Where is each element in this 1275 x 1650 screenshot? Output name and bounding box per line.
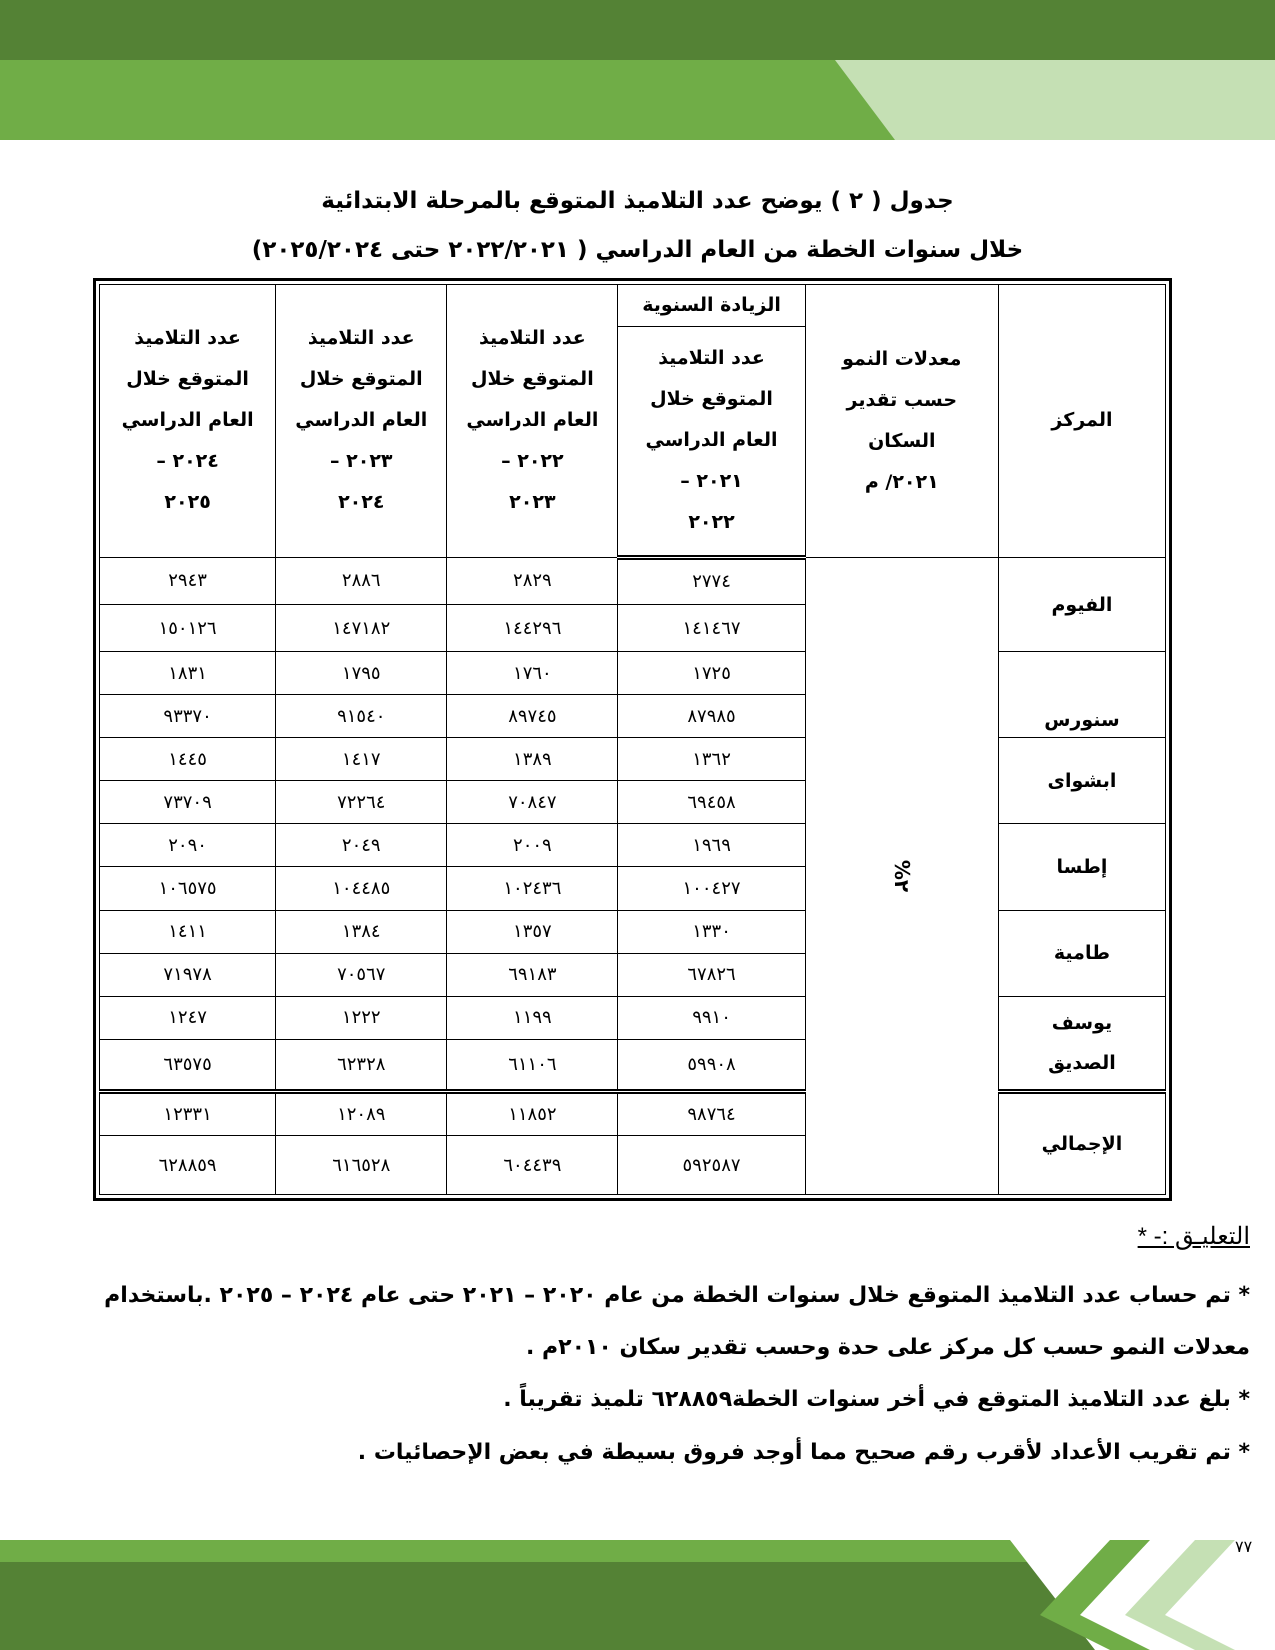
table-row: [100, 996, 1166, 1039]
increase-cell: ٢٠٩٠: [100, 824, 276, 867]
total-cell: ٧٣٧٠٩: [100, 781, 276, 824]
total-cell: ١٤٧١٨٢: [276, 605, 447, 652]
increase-cell: ١٣٣٠: [618, 910, 805, 953]
header-year-2021: عدد التلاميذ المتوقع خلال العام الدراسي ٢٠٢١ – ٢٠٢٢: [618, 326, 805, 557]
total-cell: ٩٣٣٧٠: [100, 695, 276, 738]
total-cell: ٨٧٩٨٥: [618, 695, 805, 738]
total-cell: ٦٢٨٨٥٩: [100, 1136, 276, 1195]
total-cell: ٦١٦٥٢٨: [276, 1136, 447, 1195]
total-cell: ٥٩٩٠٨: [618, 1039, 805, 1091]
table-row: [100, 910, 1166, 953]
header-year-2022: عدد التلاميذ المتوقع خلال العام الدراسي ٢٠٢٢ – ٢٠٢٣: [447, 285, 618, 558]
table-row: [100, 652, 1166, 695]
increase-cell: ١٣٦٢: [618, 738, 805, 781]
total-cell: ١٠٦٥٧٥: [100, 867, 276, 910]
increase-cell: ٢٨٢٩: [447, 557, 618, 604]
increase-cell: ١١٩٩: [447, 996, 618, 1039]
table-subtitle: خلال سنوات الخطة من العام الدراسي ( ٢٠٢٢/٢٠٢١ حتى ٢٠٢٥/٢٠٢٤): [251, 237, 1024, 263]
increase-cell: ١٣٨٩: [447, 738, 618, 781]
increase-cell: ٩٨٧٦٤: [618, 1092, 805, 1136]
table-row: [100, 1092, 1166, 1136]
table-row: [100, 824, 1166, 867]
total-cell: ٦٣٥٧٥: [100, 1039, 276, 1091]
increase-cell: ١٤١٧: [276, 738, 447, 781]
total-cell: ٦١١٠٦: [447, 1039, 618, 1091]
total-cell: ٨٩٧٤٥: [447, 695, 618, 738]
total-cell: ٦٩١٨٣: [447, 953, 618, 996]
header-year-2024: عدد التلاميذ المتوقع خلال العام الدراسي ٢٠٢٤ – ٢٠٢٥: [100, 285, 276, 558]
increase-cell: ٢٠٠٩: [447, 824, 618, 867]
increase-cell: ١٢٠٨٩: [276, 1092, 447, 1136]
increase-cell: ١٩٦٩: [618, 824, 805, 867]
notes-heading: التعليـق :- *: [1137, 1223, 1250, 1250]
total-cell: ٥٩٢٥٨٧: [618, 1136, 805, 1195]
note-item: * بلغ عدد التلاميذ المتوقع في أخر سنوات الخطة٦٢٨٨٥٩ تلميذ تقريباً .: [503, 1387, 1250, 1412]
bottom-banner: [0, 1530, 1275, 1650]
total-cell: ٧٠٨٤٧: [447, 781, 618, 824]
total-cell: ٧١٩٧٨: [100, 953, 276, 996]
center-name: طامية: [998, 910, 1165, 996]
total-cell: ٧٢٢٦٤: [276, 781, 447, 824]
total-cell: ١٤١٤٦٧: [618, 605, 805, 652]
note-item: * تم تقريب الأعداد لأقرب رقم صحيح مما أوجد فروق بسيطة في بعض الإحصائيات .: [357, 1440, 1250, 1465]
increase-cell: ٩٩١٠: [618, 996, 805, 1039]
growth-rate-cell: ٢%: [805, 557, 998, 1194]
header-year-2023: عدد التلاميذ المتوقع خلال العام الدراسي ٢٠٢٣ – ٢٠٢٤: [276, 285, 447, 558]
center-name: ابشواى: [998, 738, 1165, 824]
header-center: المركز: [998, 285, 1165, 558]
header-annual-increase: الزيادة السنوية: [618, 285, 805, 327]
center-name: الفيوم: [998, 557, 1165, 651]
total-cell: ١٠٠٤٢٧: [618, 867, 805, 910]
page-number: ٧٧: [1235, 1537, 1253, 1556]
increase-cell: ١٧٩٥: [276, 652, 447, 695]
increase-cell: ١٣٥٧: [447, 910, 618, 953]
center-name: إطسا: [998, 824, 1165, 910]
note-item: * تم حساب عدد التلاميذ المتوقع خلال سنوات الخطة من عام ٢٠٢٠ – ٢٠٢١ حتى عام ٢٠٢٤ – ٢٠٢٥ .باستخدام معدلات النمو حسب كل مركز على حدة وحسب تقدير سكان ٢٠١٠م .: [104, 1283, 1250, 1360]
increase-cell: ١٧٦٠: [447, 652, 618, 695]
header-growth-rates: معدلات النمو حسب تقدير السكان ٢٠٢١/ م: [805, 285, 998, 558]
increase-cell: ١٨٣١: [100, 652, 276, 695]
total-cell: ٩١٥٤٠: [276, 695, 447, 738]
increase-cell: ٢٩٤٣: [100, 557, 276, 604]
increase-cell: ١٤٤٥: [100, 738, 276, 781]
increase-cell: ١٣٨٤: [276, 910, 447, 953]
grand-total-label: الإجمالي: [998, 1092, 1165, 1195]
increase-cell: ١٤١١: [100, 910, 276, 953]
table-title: جدول ( ٢ ) يوضح عدد التلاميذ المتوقع بالمرحلة الابتدائية: [321, 188, 954, 214]
total-cell: ٧٠٥٦٧: [276, 953, 447, 996]
total-cell: ١٥٠١٢٦: [100, 605, 276, 652]
increase-cell: ١٢٢٢: [276, 996, 447, 1039]
total-cell: ٦٧٨٢٦: [618, 953, 805, 996]
increase-cell: ١٢٤٧: [100, 996, 276, 1039]
increase-cell: ٢٨٨٦: [276, 557, 447, 604]
total-cell: ٦٢٣٢٨: [276, 1039, 447, 1091]
increase-cell: ١٢٣٣١: [100, 1092, 276, 1136]
table-row: [100, 557, 1166, 604]
increase-cell: ٢٧٧٤: [618, 557, 805, 604]
increase-cell: ٢٠٤٩: [276, 824, 447, 867]
table-row: [100, 738, 1166, 781]
center-name: سنورس: [998, 652, 1165, 738]
students-table: [93, 278, 1172, 1201]
total-cell: ٦٠٤٤٣٩: [447, 1136, 618, 1195]
total-cell: ١٤٤٢٩٦: [447, 605, 618, 652]
total-cell: ٦٩٤٥٨: [618, 781, 805, 824]
total-cell: ١٠٤٤٨٥: [276, 867, 447, 910]
increase-cell: ١١٨٥٢: [447, 1092, 618, 1136]
total-cell: ١٠٢٤٣٦: [447, 867, 618, 910]
increase-cell: ١٧٢٥: [618, 652, 805, 695]
center-name: يوسف الصديق: [998, 996, 1165, 1092]
top-banner: [0, 0, 1275, 140]
